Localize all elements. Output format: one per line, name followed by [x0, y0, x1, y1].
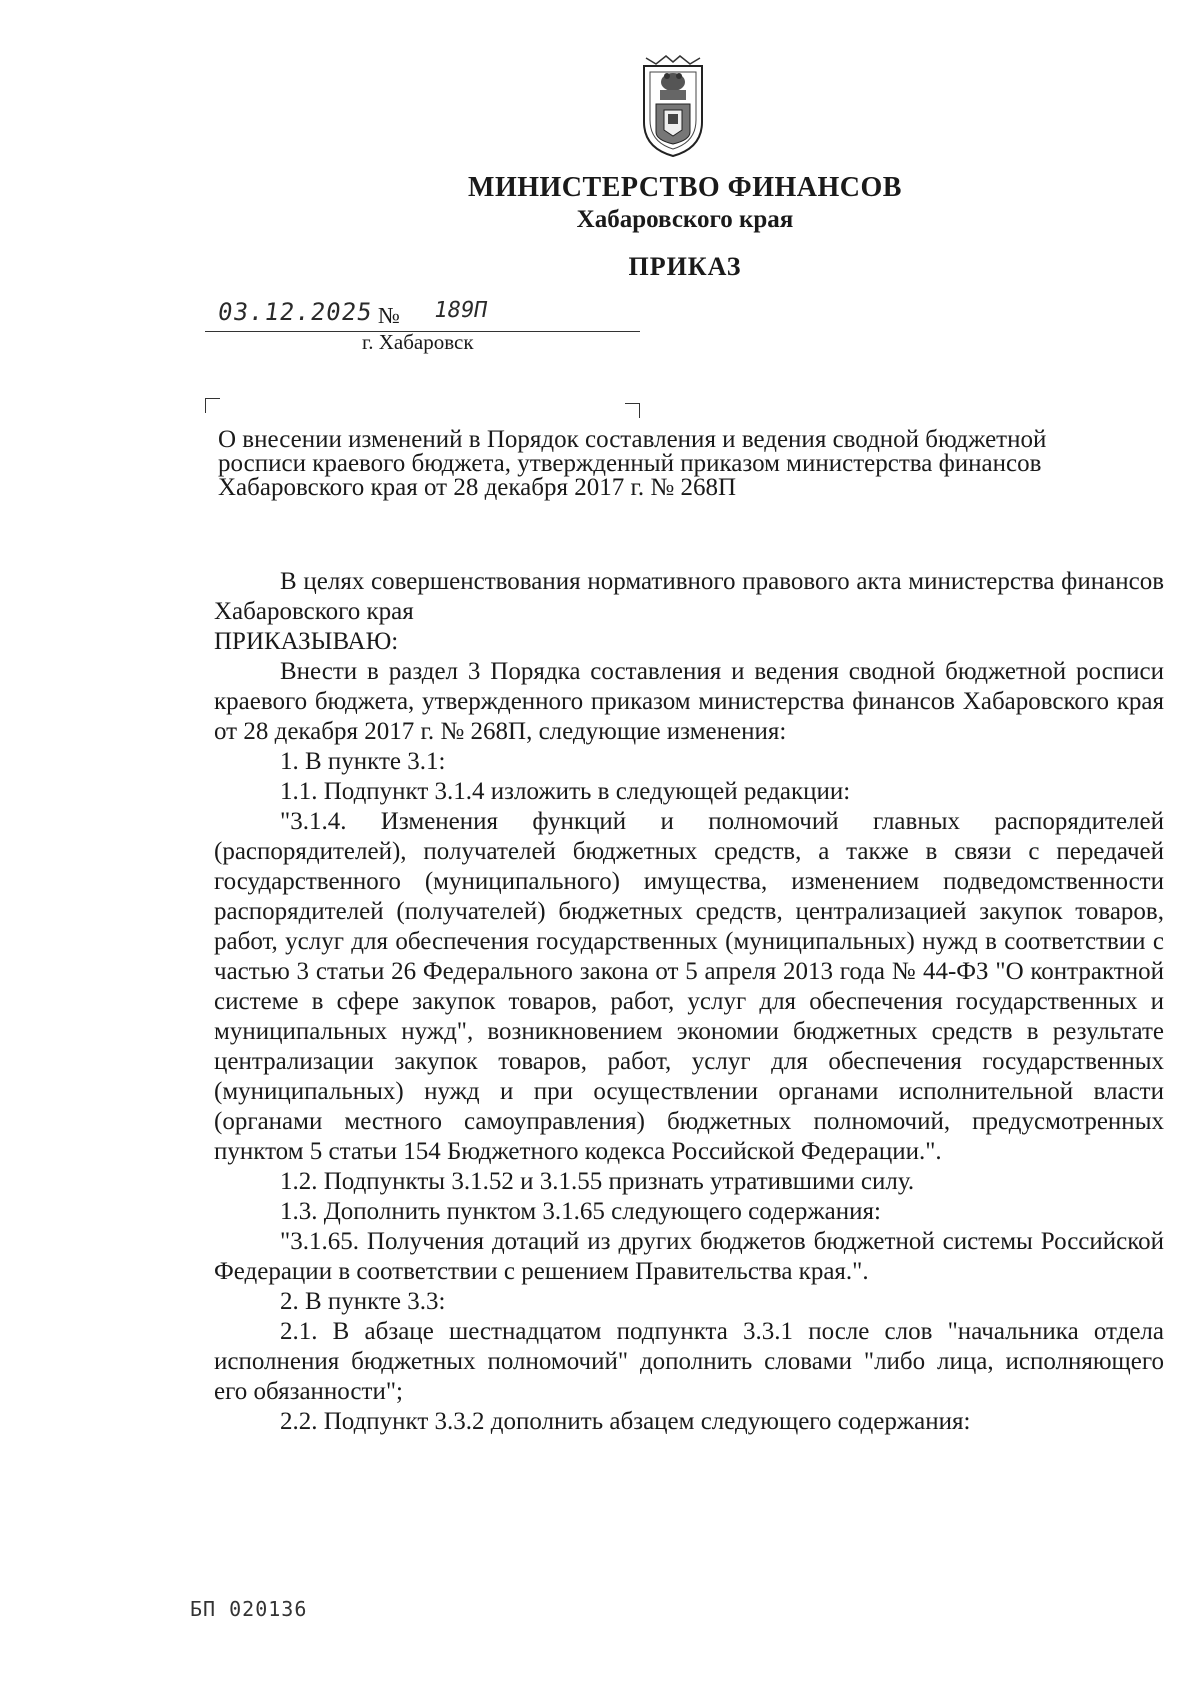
- coat-of-arms-icon: [636, 52, 710, 160]
- intro-paragraph: Внести в раздел 3 Порядка составления и ведения сводной бюджетной росписи краевого бюджета, утвержденного приказом министерства финансов Хабаровского края от 28 декабря 2017 г. № 268П, следующие изменения:: [214, 658, 1164, 745]
- title-corner-right: [625, 403, 640, 418]
- item-2-1: 2.1. В абзаце шестнадцатом подпункта 3.3.1 после слов "начальника отдела исполнения бюджетных полномочий" дополнить словами "либо лица, исполняющего его обязанности";: [214, 1318, 1164, 1405]
- title-line: росписи краевого бюджета, утвержденный приказом министерства финансов: [218, 450, 1042, 477]
- item-1-3-text: "3.1.65. Получения дотаций из других бюджетов бюджетной системы Российской Федерации в соответствии с решением Правительства края.".: [214, 1228, 1164, 1285]
- order-number: 189П: [431, 298, 490, 323]
- order-word: ПРИКАЗЫВАЮ:: [214, 628, 399, 655]
- preamble: В целях совершенствования нормативного правового акта министерства финансов Хабаровского края: [214, 568, 1164, 625]
- ministry-name: МИНИСТЕРСТВО ФИНАНСОВ: [468, 172, 902, 203]
- item-2-2: 2.2. Подпункт 3.3.2 дополнить абзацем следующего содержания:: [280, 1408, 971, 1435]
- item-1: 1. В пункте 3.1:: [280, 748, 446, 775]
- order-body: [214, 567, 1164, 1437]
- order-date: 03.12.2025: [216, 298, 375, 326]
- region-name: Хабаровского края: [576, 206, 794, 233]
- item-1-2: 1.2. Подпункты 3.1.52 и 3.1.55 признать утратившими силу.: [280, 1168, 915, 1195]
- order-title: [218, 428, 1168, 500]
- title-line: О внесении изменений в Порядок составления и ведения сводной бюджетной: [218, 426, 1047, 453]
- form-code: БП 020136: [190, 1597, 308, 1621]
- item-1-3: 1.3. Дополнить пунктом 3.1.65 следующего содержания:: [280, 1198, 881, 1225]
- document-type: ПРИКАЗ: [628, 252, 742, 281]
- order-number-label: №: [378, 303, 400, 328]
- item-1-1: 1.1. Подпункт 3.1.4 изложить в следующей редакции:: [280, 778, 851, 805]
- title-corner-left: [205, 398, 220, 413]
- item-2: 2. В пункте 3.3:: [280, 1288, 446, 1315]
- city: г. Хабаровск: [362, 330, 474, 354]
- item-1-1-text: "3.1.4. Изменения функций и полномочий главных распорядителей (распорядителей), получателей бюджетных средств, а также в связи с передачей государственного (муниципального) имущества, изменением подведомственности распорядителей (получателей) бюджетных средств, централизацией закупок товаров, работ, услуг для обеспечения государственных (муниципальных) нужд в соответствии с частью 3 статьи 26 Федерального закона от 5 апреля 2013 года № 44-ФЗ "О контрактной системе в сфере закупок товаров, работ, услуг для обеспечения государственных и муниципальных нужд", возникновением экономии бюджетных средств в результате централизации закупок товаров, работ, услуг для обеспечения государственных (муниципальных) нужд и при осуществлении органами исполнительной власти (органами местного самоуправления) бюджетных полномочий, предусмотренных пунктом 5 статьи 154 Бюджетного кодекса Российской Федерации.".: [214, 808, 1164, 1165]
- title-line: Хабаровского края от 28 декабря 2017 г. № 268П: [218, 474, 737, 501]
